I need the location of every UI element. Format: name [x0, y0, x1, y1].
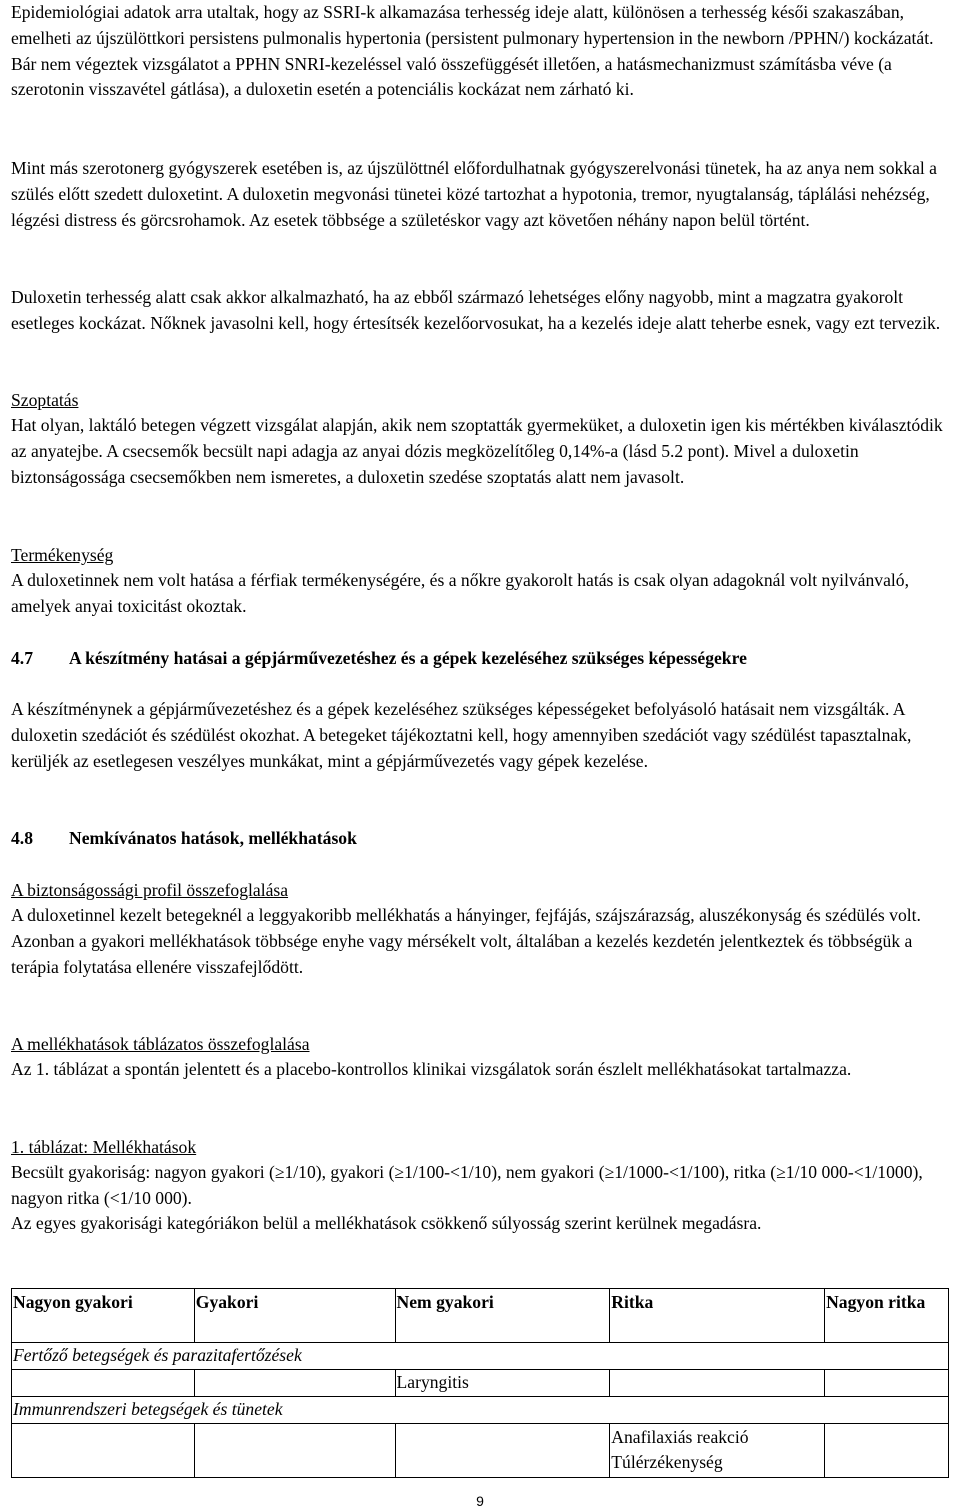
paragraph-safety-profile: A duloxetinnel kezelt betegeknél a leggyakoribb mellékhatás a hányinger, fejfájás, szájszárazság, aluszékonyság és szédülés volt. Azonban a gyakori mellékhatások többsége enyhe vagy mérsékelt volt, általában a kezelés kezdetén jelentkeztek és többségük a terápia folytatása ellenére visszafejlődött. — [11, 905, 921, 977]
paragraph-fertility: A duloxetinnek nem volt hatása a férfiak termékenységére, és a nőkre gyakorolt hatás is csak olyan adagoknál volt nyilvánvaló, amelyek anyai toxicitást okoztak. — [11, 570, 909, 616]
column-header: Gyakori — [194, 1289, 395, 1343]
organ-class-cell: Fertőző betegségek és parazitafertőzések — [12, 1343, 949, 1370]
table-row — [12, 1396, 949, 1423]
paragraph-breastfeeding: Hat olyan, laktáló betegen végzett vizsgálat alapján, akik nem szoptatták gyermeküket, a duloxetin igen kis mértékben kiválasztódik az anyatejbe. A csecsemők becsült napi adagja az anyai dózis megközelítőleg 0,14%-a (lásd 5.2 pont). Mivel a duloxetin biztonságossága csecsemőkben nem ismeretes, a duloxetin szedése szoptatás alatt nem javasolt. — [11, 415, 943, 487]
table-cell — [610, 1369, 825, 1396]
paragraph-severity-order: Az egyes gyakorisági kategóriákon belül a mellékhatások csökkenő súlyosság szerint kerülnek megadásra. — [11, 1213, 762, 1233]
table-caption: 1. táblázat: Mellékhatások — [11, 1137, 197, 1157]
paragraph-driving: A készítménynek a gépjárművezetéshez és a gépek kezeléséhez szükséges képességeket befolyásoló hatásait nem vizsgálták. A duloxetin szedációt és szédülést okozhat. A betegeket tájékoztatni kell, hogy amennyiben szedációt vagy szédülést tapasztalnak, kerüljék az esetlegesen veszélyes munkákat, mint a gépjárművezetés vagy gépek kezelése. — [11, 699, 912, 771]
table-cell: Anafilaxiás reakció Túlérzékenység — [610, 1423, 825, 1477]
section-4-7-heading — [11, 646, 951, 672]
section-number: 4.8 — [11, 828, 33, 848]
heading-tabular-summary: A mellékhatások táblázatos összefoglalása — [11, 1034, 310, 1054]
table-cell — [194, 1423, 395, 1477]
paragraph-withdrawal-symptoms: Mint más szerotonerg gyógyszerek esetében is, az újszülöttnél előfordulhatnak gyógyszerelvonási tünetek, ha az anya nem sokkal a szülés előtt szedett duloxetint. A duloxetin megvonási tünetei közé tartozhat a hypotonia, tremor, nyugtalanság, táplálási nehézség, légzési distress és görcsrohamok. Az esetek többsége a születéskor vagy azt követően néhány napon belül történt. — [11, 158, 937, 230]
column-header: Nagyon gyakori — [12, 1289, 195, 1343]
paragraph-tabular-summary: Az 1. táblázat a spontán jelentett és a placebo-kontrollos klinikai vizsgálatok során észlelt mellékhatásokat tartalmazza. — [11, 1059, 852, 1079]
table-cell: Laryngitis — [395, 1369, 610, 1396]
table-row — [12, 1343, 949, 1370]
section-4-8-heading — [11, 826, 951, 852]
adverse-reactions-table — [11, 1288, 949, 1478]
table-cell — [12, 1369, 195, 1396]
heading-fertility: Termékenység — [11, 545, 114, 565]
table-row — [12, 1369, 949, 1396]
section-title: A készítmény hatásai a gépjárművezetéshez és a gépek kezeléséhez szükséges képességekre — [69, 648, 747, 668]
table-cell — [825, 1423, 949, 1477]
heading-safety-profile: A biztonságossági profil összefoglalása — [11, 880, 289, 900]
paragraph-frequency-definition: Becsült gyakoriság: nagyon gyakori (≥1/10), gyakori (≥1/100-<1/10), nem gyakori (≥1/1000-<1/100), ritka (≥1/10 000-<1/1000), nagyon ritka (<1/10 000). — [11, 1162, 923, 1208]
heading-breastfeeding: Szoptatás — [11, 390, 79, 410]
column-header: Ritka — [610, 1289, 825, 1343]
table-row — [12, 1423, 949, 1477]
paragraph-pphn-risk: Epidemiológiai adatok arra utaltak, hogy az SSRI-k alkamazása terhesség ideje alatt, különösen a terhesség késői szakaszában, emelheti az újszülöttkori persistens pulmonalis hypertonia (persistent pulmonary hypertension in the newborn /PPHN/) kockázatát. Bár nem végeztek vizsgálatot a PPHN SNRI-kezeléssel való összefüggését illetően, a hatásmechanizmust számításba véve (a szerotonin visszavétel gátlása), a duloxetin esetén a potenciális kockázat nem zárható ki. — [11, 2, 934, 100]
table-cell — [194, 1369, 395, 1396]
paragraph-pregnancy-use: Duloxetin terhesség alatt csak akkor alkalmazható, ha az ebből származó lehetséges előny nagyobb, mint a magzatra gyakorolt esetleges kockázat. Nőknek javasolni kell, hogy értesítsék kezelőorvosukat, ha a kezelés ideje alatt teherbe esnek, vagy ezt tervezik. — [11, 287, 941, 333]
column-header: Nagyon ritka — [825, 1289, 949, 1343]
section-title: Nemkívánatos hatások, mellékhatások — [69, 828, 357, 848]
table-header-row — [12, 1289, 949, 1343]
page-number: 9 — [476, 1493, 484, 1509]
table-cell — [395, 1423, 610, 1477]
table-cell — [825, 1369, 949, 1396]
organ-class-cell: Immunrendszeri betegségek és tünetek — [12, 1396, 949, 1423]
section-number: 4.7 — [11, 648, 33, 668]
table-cell — [12, 1423, 195, 1477]
column-header: Nem gyakori — [395, 1289, 610, 1343]
